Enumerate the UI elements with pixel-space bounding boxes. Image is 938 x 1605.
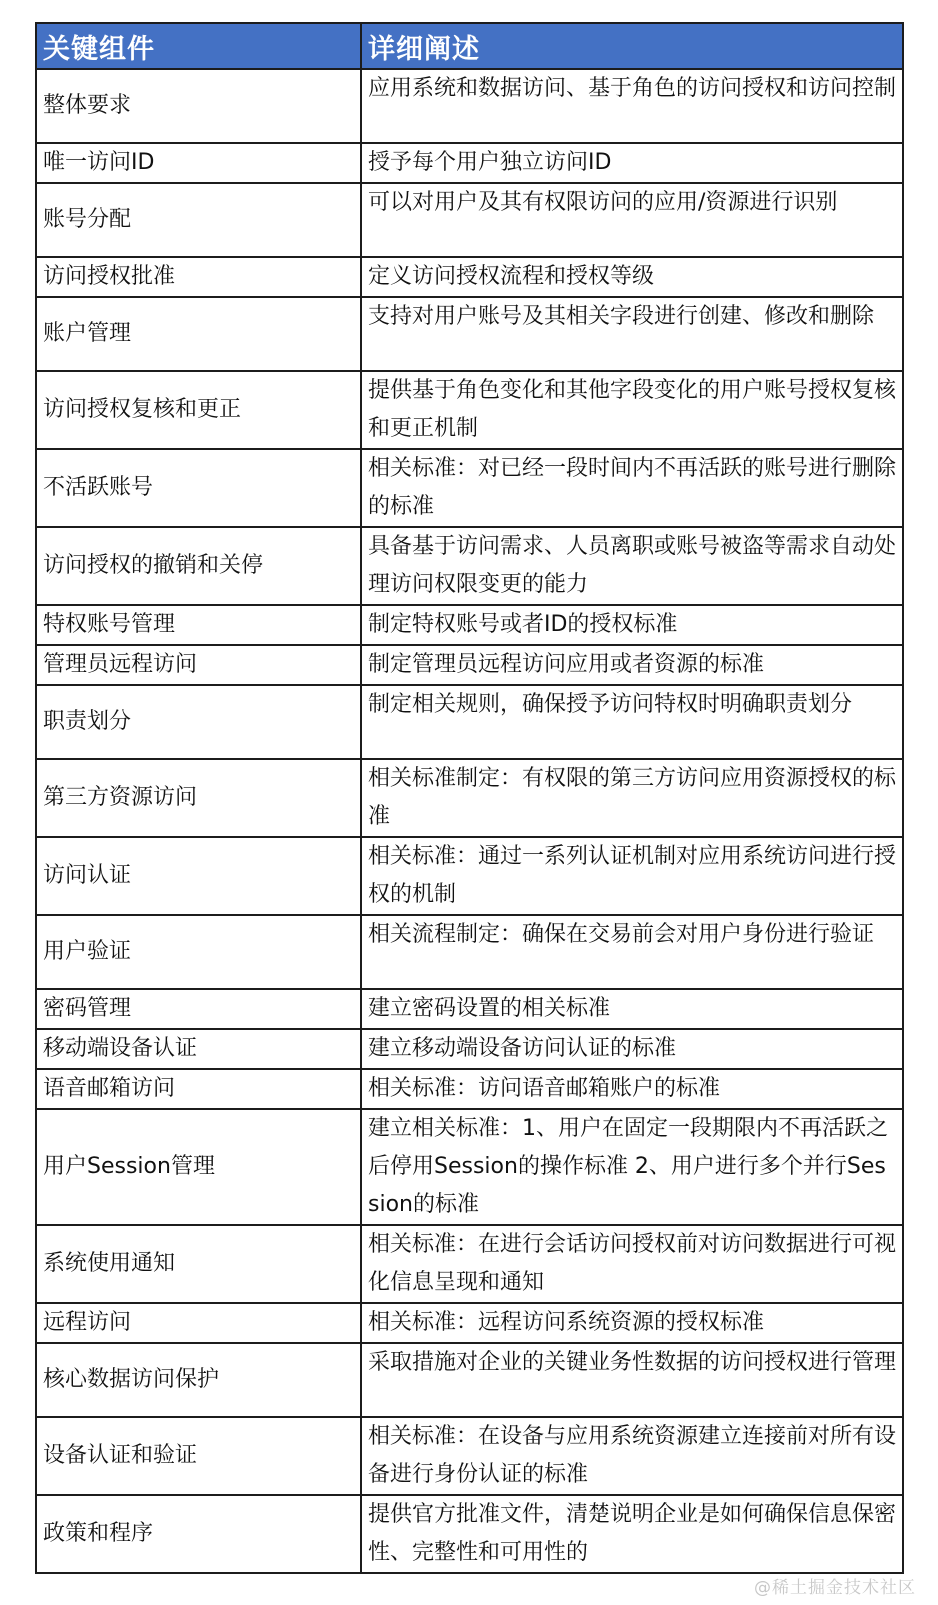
component-cell: 用户验证 [36,915,361,989]
table-row [36,759,903,837]
table-row [36,371,903,449]
component-cell: 整体要求 [36,69,361,143]
component-cell: 不活跃账号 [36,449,361,527]
table-row [36,449,903,527]
detail-cell: 相关标准：对已经一段时间内不再活跃的账号进行删除的标准 [361,449,903,527]
detail-cell: 制定相关规则，确保授予访问特权时明确职责划分 [361,685,903,759]
table-row [36,1495,903,1573]
component-cell: 访问授权的撤销和关停 [36,527,361,605]
component-cell: 访问授权复核和更正 [36,371,361,449]
detail-cell: 建立移动端设备访问认证的标准 [361,1029,903,1069]
watermark: @稀土掘金技术社区 [754,1578,916,1598]
detail-cell: 采取措施对企业的关键业务性数据的访问授权进行管理 [361,1343,903,1417]
component-cell: 账户管理 [36,297,361,371]
table-row [36,183,903,257]
detail-cell: 相关标准：远程访问系统资源的授权标准 [361,1303,903,1343]
component-cell: 密码管理 [36,989,361,1029]
component-cell: 访问认证 [36,837,361,915]
component-cell: 核心数据访问保护 [36,1343,361,1417]
component-cell: 第三方资源访问 [36,759,361,837]
component-cell: 设备认证和验证 [36,1417,361,1495]
detail-cell: 具备基于访问需求、人员离职或账号被盗等需求自动处理访问权限变更的能力 [361,527,903,605]
component-cell: 语音邮箱访问 [36,1069,361,1109]
table-row [36,297,903,371]
component-cell: 唯一访问ID [36,143,361,183]
detail-cell: 相关标准：在进行会话访问授权前对访问数据进行可视化信息呈现和通知 [361,1225,903,1303]
table-header-row [36,23,903,69]
table-row [36,1225,903,1303]
table-row [36,143,903,183]
table-row [36,685,903,759]
detail-cell: 建立密码设置的相关标准 [361,989,903,1029]
detail-cell: 相关标准：通过一系列认证机制对应用系统访问进行授权的机制 [361,837,903,915]
component-cell: 特权账号管理 [36,605,361,645]
table-row [36,605,903,645]
component-cell: 政策和程序 [36,1495,361,1573]
table-row [36,1109,903,1225]
component-cell: 移动端设备认证 [36,1029,361,1069]
table-row [36,1417,903,1495]
component-cell: 账号分配 [36,183,361,257]
component-cell: 系统使用通知 [36,1225,361,1303]
table-row [36,1069,903,1109]
detail-cell: 提供基于角色变化和其他字段变化的用户账号授权复核和更正机制 [361,371,903,449]
table-row [36,915,903,989]
table-row [36,69,903,143]
header-detail: 详细阐述 [361,23,903,69]
header-component: 关键组件 [36,23,361,69]
table-row [36,257,903,297]
table-row [36,837,903,915]
table-row [36,1029,903,1069]
component-cell: 用户Session管理 [36,1109,361,1225]
detail-cell: 制定管理员远程访问应用或者资源的标准 [361,645,903,685]
detail-cell: 提供官方批准文件，清楚说明企业是如何确保信息保密性、完整性和可用性的 [361,1495,903,1573]
detail-cell: 授予每个用户独立访问ID [361,143,903,183]
detail-cell: 可以对用户及其有权限访问的应用/资源进行识别 [361,183,903,257]
table-row [36,527,903,605]
component-cell: 访问授权批准 [36,257,361,297]
table-row [36,989,903,1029]
requirements-table [35,22,904,1574]
detail-cell: 制定特权账号或者ID的授权标准 [361,605,903,645]
table-row [36,645,903,685]
table-row [36,1303,903,1343]
detail-cell: 定义访问授权流程和授权等级 [361,257,903,297]
detail-cell: 相关标准：在设备与应用系统资源建立连接前对所有设备进行身份认证的标准 [361,1417,903,1495]
detail-cell: 相关标准：访问语音邮箱账户的标准 [361,1069,903,1109]
detail-cell: 支持对用户账号及其相关字段进行创建、修改和删除 [361,297,903,371]
table-row [36,1343,903,1417]
detail-cell: 应用系统和数据访问、基于角色的访问授权和访问控制 [361,69,903,143]
component-cell: 远程访问 [36,1303,361,1343]
component-cell: 管理员远程访问 [36,645,361,685]
detail-cell: 相关流程制定：确保在交易前会对用户身份进行验证 [361,915,903,989]
detail-cell: 相关标准制定：有权限的第三方访问应用资源授权的标准 [361,759,903,837]
detail-cell: 建立相关标准：1、用户在固定一段期限内不再活跃之后停用Session的操作标准 2、用户进行多个并行Session的标准 [361,1109,903,1225]
component-cell: 职责划分 [36,685,361,759]
